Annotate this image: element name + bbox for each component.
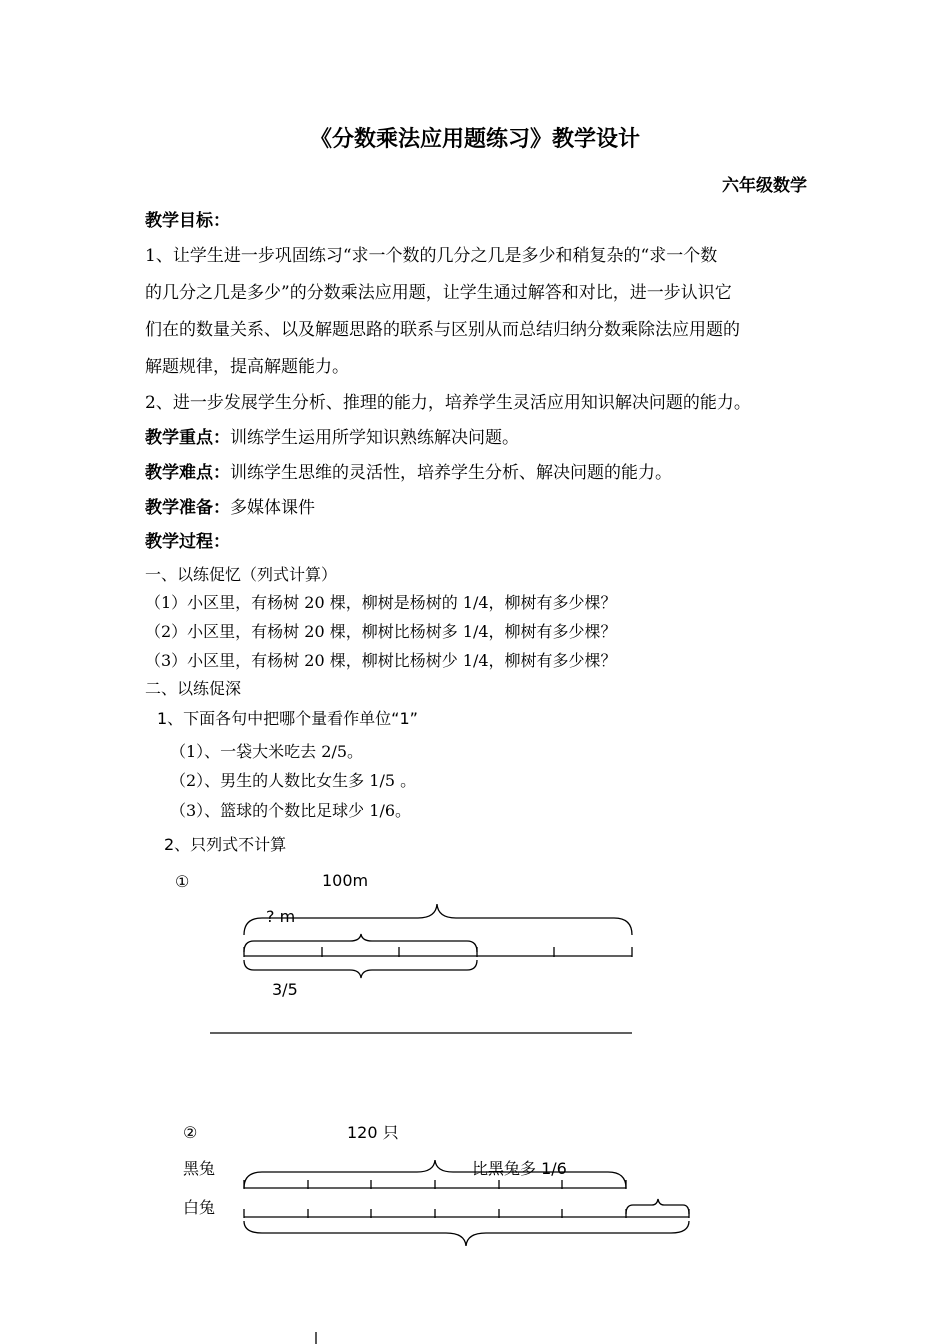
diagram2-row-white: 白兔 [183, 1198, 216, 1217]
preparation-label: 教学准备： [145, 498, 230, 518]
diagram1-total-label: 100m [322, 871, 369, 890]
part1-question-2: （2）小区里，有杨树 20 棵，柳树比杨树多 1/4，柳树有多少棵？ [145, 622, 617, 641]
diagram2-extra-brace [626, 1199, 689, 1214]
part1-question-1: （1）小区里，有杨树 20 棵，柳树是杨树的 1/4，柳树有多少棵？ [145, 593, 617, 612]
key-point-label: 教学重点： [145, 428, 230, 448]
difficulty-text: 训练学生思维的灵活性，培养学生分析、解决问题的能力。 [230, 463, 672, 483]
diagram2-row-black: 黑兔 [183, 1159, 216, 1178]
part2-statement-1: （1）、一袋大米吃去 2/5。 [170, 742, 364, 761]
key-point-text: 训练学生运用所学知识熟练解决问题。 [230, 428, 519, 448]
goal-1-line-3: 们在的数量关系、以及解题思路的联系与区别从而总结归纳分数乘除法应用题的 [145, 320, 740, 340]
part2-statement-2: （2）、男生的人数比女生多 1/5 。 [170, 771, 417, 790]
page-title: 《分数乘法应用题练习》教学设计 [309, 126, 640, 152]
part1-heading: 一、以练促忆（列式计算） [145, 565, 338, 584]
part2-heading: 二、以练促深 [145, 679, 242, 698]
goals-heading: 教学目标： [145, 211, 230, 231]
diagram2-bottom-brace [244, 1221, 689, 1246]
goal-1-line-4: 解题规律，提高解题能力。 [145, 357, 349, 377]
difficulty-label: 教学难点： [145, 463, 230, 483]
diagram1-unknown-label: ? m [266, 907, 296, 926]
grade-label: 六年级数学 [722, 176, 807, 196]
part1-question-3: （3）小区里，有杨树 20 棵，柳树比杨树少 1/4，柳树有多少棵？ [145, 651, 617, 670]
goal-1-line-2: 的几分之几是多少”的分数乘法应用题，让学生通过解答和对比，进一步认识它 [145, 283, 732, 303]
diagram1-fraction-label: 3/5 [272, 980, 298, 999]
diagram1-small-brace [244, 934, 477, 952]
part2-statement-3: （3）、篮球的个数比足球少 1/6。 [170, 801, 412, 820]
part2-sub-2: 2、只列式不计算 [164, 835, 287, 854]
diagram2-total-label: 120 只 [347, 1123, 399, 1142]
diagram1-bottom-brace [244, 960, 477, 978]
goal-2: 2、进一步发展学生分析、推理的能力，培养学生灵活应用知识解决问题的能力。 [145, 393, 751, 413]
part2-sub-1: 1、下面各句中把哪个量看作单位“1” [157, 709, 418, 728]
diagram2-more-label: 比黑兔多 1/6 [472, 1159, 567, 1178]
preparation-text: 多媒体课件 [230, 498, 315, 518]
diagram2-marker: ② [183, 1123, 198, 1142]
diagram1-top-brace [244, 904, 632, 935]
diagram1-marker: ① [175, 872, 190, 891]
process-heading: 教学过程： [145, 532, 230, 552]
goal-1-line-1: 1、让学生进一步巩固练习“求一个数的几分之几是多少和稍复杂的“求一个数 [145, 246, 718, 266]
